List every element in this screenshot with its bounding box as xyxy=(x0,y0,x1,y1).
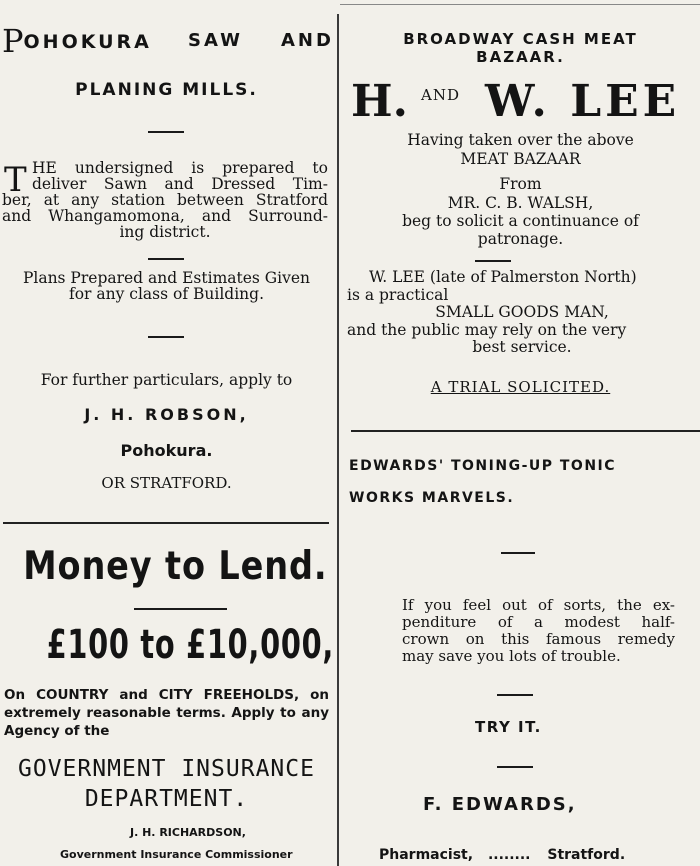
meat-lee-paragraph: W. LEE (late of Palmerston North) is a practical SMALL GOODS MAN, and the public may rely on the very best service. xyxy=(347,268,637,356)
meat-h: H. xyxy=(351,76,408,127)
tonic-footer: Pharmacist, ........ Stratford. xyxy=(379,847,626,863)
column-divider xyxy=(337,14,339,866)
mills-contact-name: J. H. ROBSON, xyxy=(84,405,249,424)
meat-trial-solicited: A TRIAL SOLICITED. xyxy=(430,378,611,396)
divider-dash xyxy=(148,336,184,338)
mills-para1-line: ber, at any station between Stratford xyxy=(2,191,328,209)
divider-dash xyxy=(148,258,184,260)
money-signatory-title: Government Insurance Commissioner xyxy=(60,848,293,861)
mills-para1-line: ing district. xyxy=(119,223,211,241)
divider-dash xyxy=(475,260,511,262)
tonic-name: F. EDWARDS, xyxy=(423,794,577,815)
mills-para1-line: HE undersigned is prepared to xyxy=(32,159,328,177)
tonic-headline-2: WORKS MARVELS. xyxy=(349,490,515,506)
money-signatory: J. H. RICHARDSON, xyxy=(130,826,246,839)
mills-paragraph-2: Plans Prepared and Estimates Given for any class of Building. xyxy=(22,269,311,303)
right-column xyxy=(341,0,700,866)
money-amount: £100 to £10,000, xyxy=(46,622,335,668)
divider-dash xyxy=(148,131,184,133)
mills-apply-text: For further particulars, apply to xyxy=(40,371,293,389)
meat-and: AND xyxy=(421,86,460,104)
money-org-line2: DEPARTMENT. xyxy=(84,786,249,812)
mills-alt-place: OR STRATFORD. xyxy=(101,474,232,492)
tonic-headline-1: EDWARDS' TONING-UP TONIC xyxy=(349,458,617,474)
mills-title-and: AND xyxy=(281,30,334,51)
mills-para1-line: deliver Sawn and Dressed Tim- xyxy=(32,175,328,193)
left-column xyxy=(0,0,333,866)
drop-cap-p: P xyxy=(2,22,24,60)
divider-dash xyxy=(134,608,227,610)
tonic-try-it: TRY IT. xyxy=(475,718,542,736)
section-rule xyxy=(351,430,700,432)
divider-dash xyxy=(501,552,535,554)
meat-intro: Having taken over the above MEAT BAZAAR From MR. C. B. WALSH, beg to solicit a continuance of patronage. xyxy=(402,131,639,248)
meat-heading-line1: BROADWAY CASH MEAT xyxy=(403,30,638,48)
money-terms: On COUNTRY and CITY FREEHOLDS, on extremely reasonable terms. Apply to any Agency of the xyxy=(4,687,329,739)
section-rule xyxy=(3,522,329,524)
money-org-line1: GOVERNMENT INSURANCE xyxy=(18,756,315,782)
mills-para1-line: and Whangamomona, and Surround- xyxy=(2,207,328,225)
mills-subtitle: PLANING MILLS. xyxy=(75,80,258,100)
mills-title: POHOKURA xyxy=(2,22,152,60)
drop-cap-t: T xyxy=(4,160,27,200)
money-headline: Money to Lend. xyxy=(23,544,328,589)
mills-contact-place: Pohokura. xyxy=(120,441,213,460)
divider-dash xyxy=(497,766,533,768)
mills-title-saw: SAW xyxy=(188,30,243,51)
tonic-paragraph: If you feel out of sorts, the ex- penditure of a modest half- crown on this famous remedy may save you lots of trouble. xyxy=(402,596,675,665)
meat-heading-line2: BAZAAR. xyxy=(476,48,565,66)
meat-wlee: W. LEE xyxy=(485,76,681,127)
divider-dash xyxy=(497,694,533,696)
